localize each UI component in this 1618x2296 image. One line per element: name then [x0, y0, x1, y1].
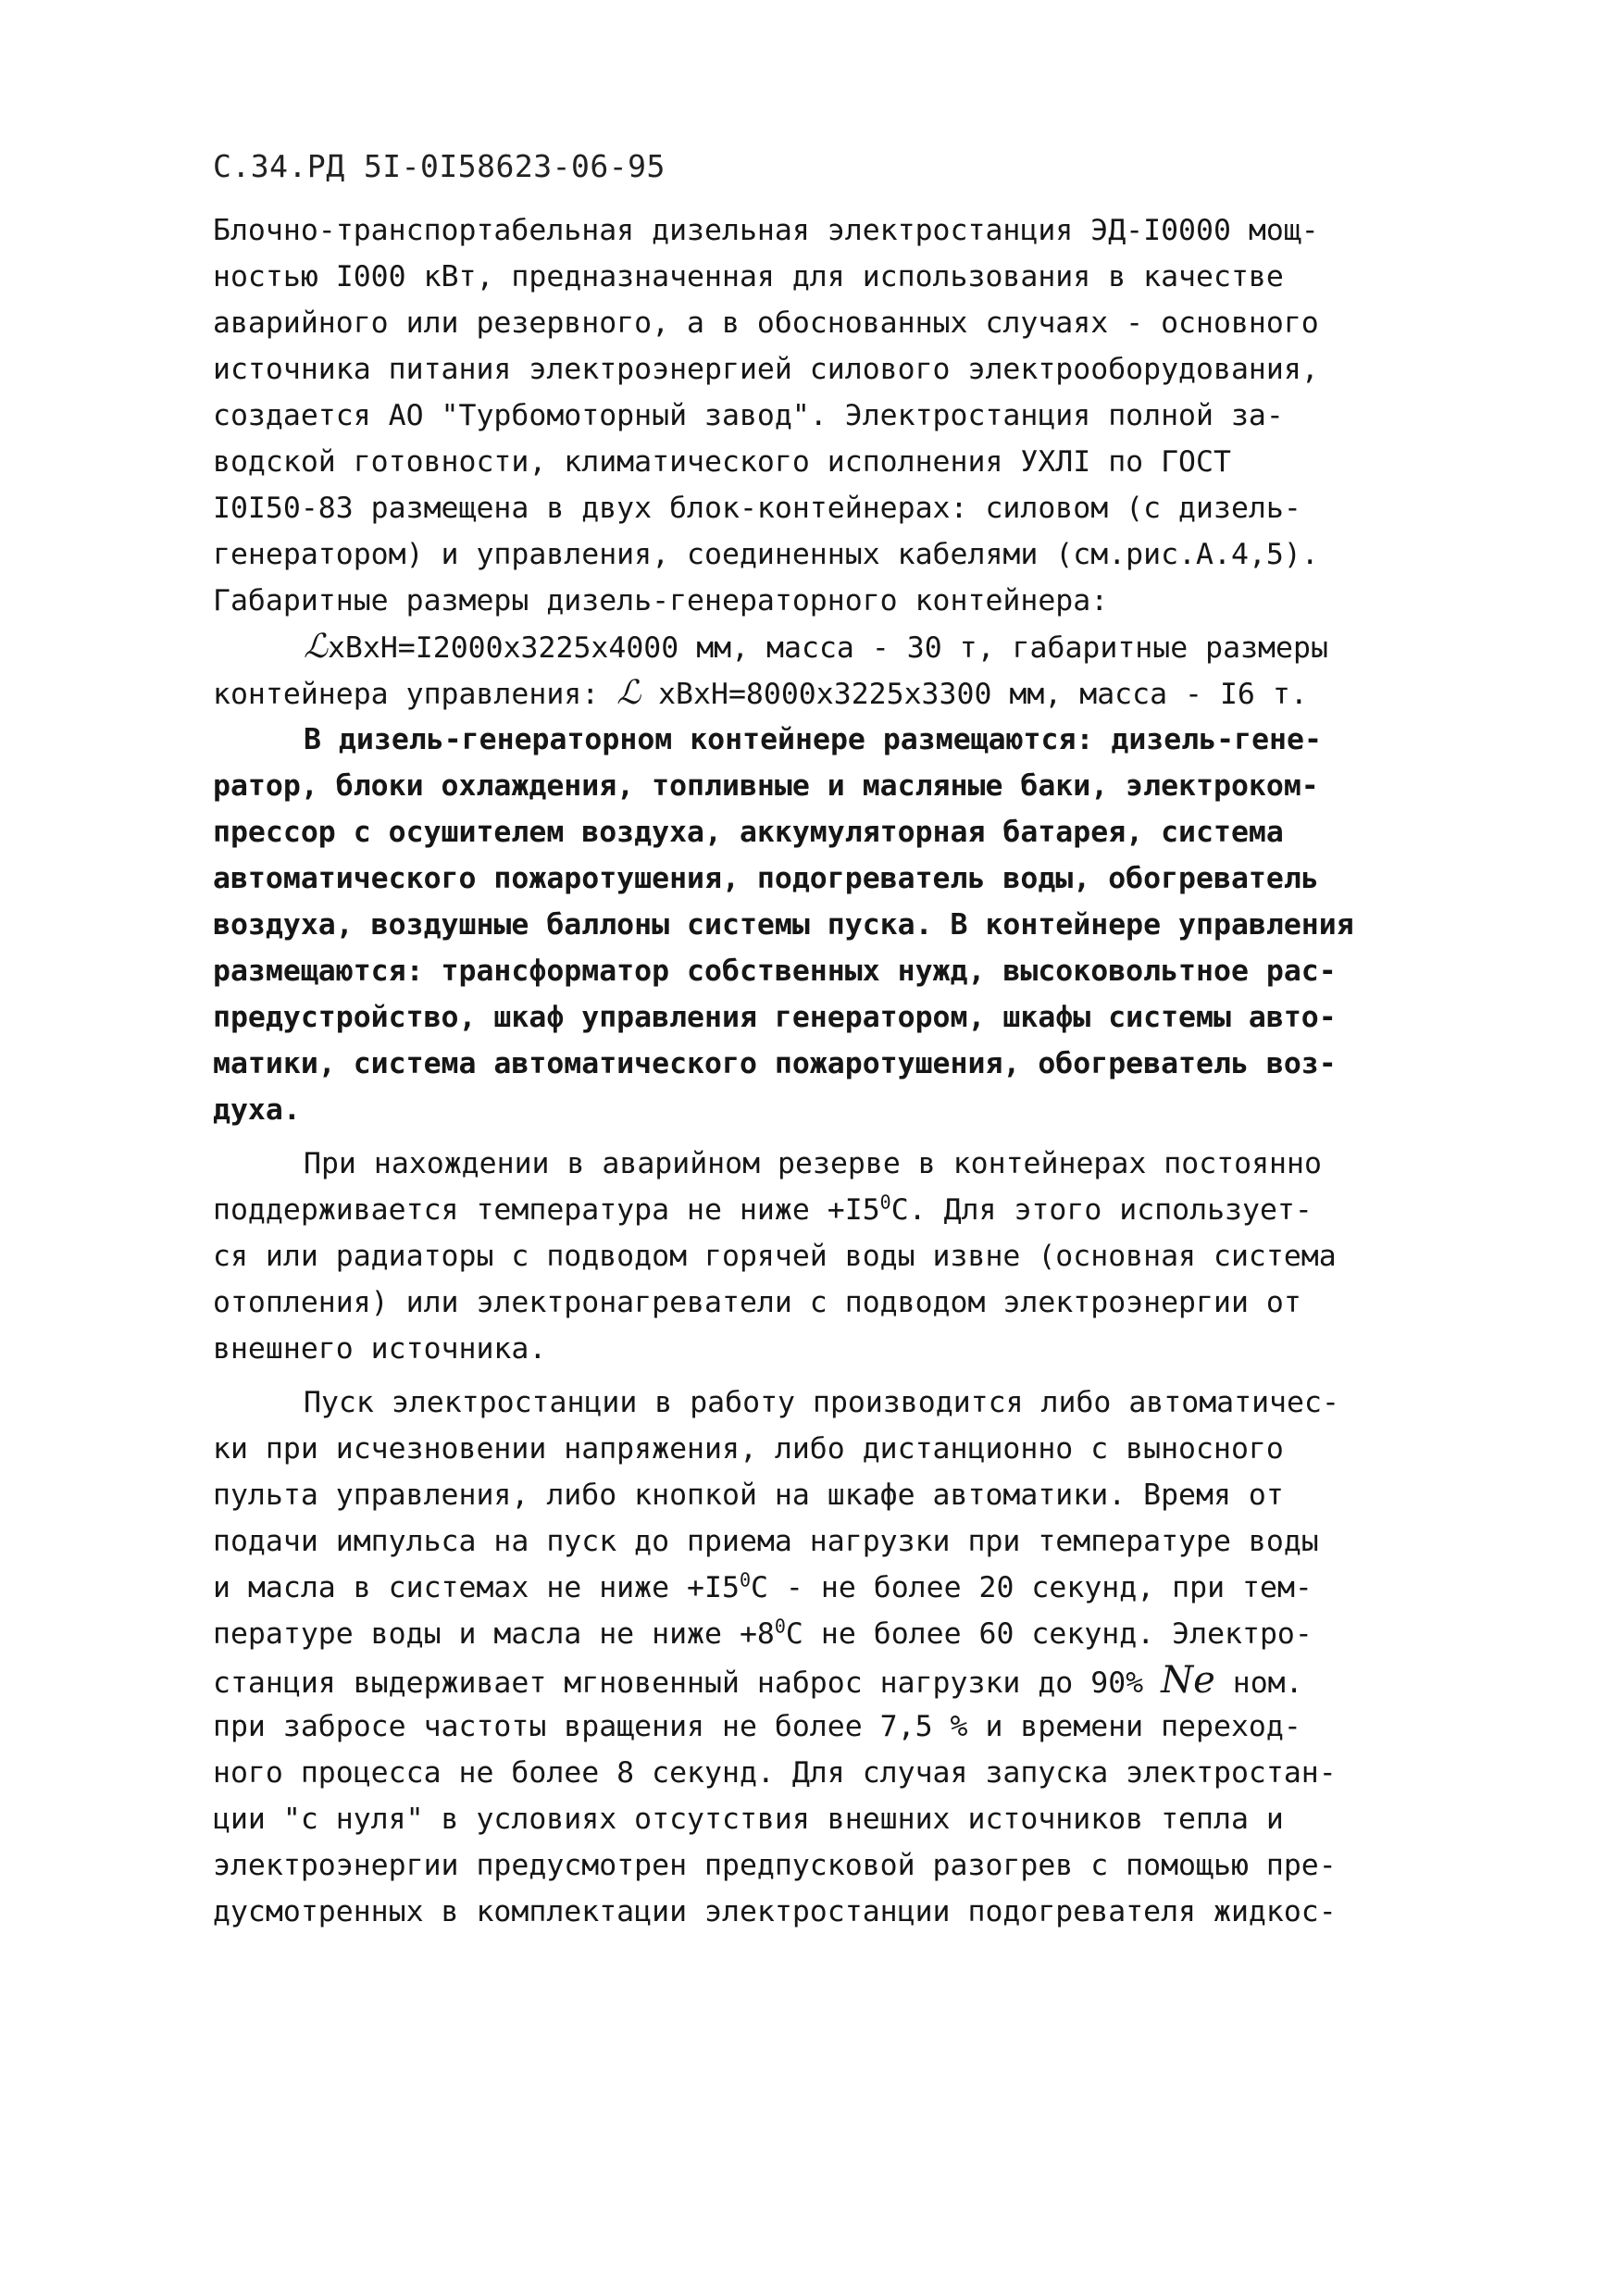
degree-superscript: 0	[774, 1615, 786, 1638]
text-fragment: станция выдерживает мгновенный наброс нагрузки до 90%	[213, 1666, 1162, 1700]
dimensions-prefix: контейнера управления:	[213, 678, 617, 711]
text-line: при забросе частоты вращения не более 7,5 % и времени переход-	[213, 1710, 1301, 1743]
degree-superscript: 0	[879, 1191, 891, 1214]
text-line: создается АО "Турбомоторный завод". Электростанция полной за-	[213, 399, 1284, 432]
text-line: воздуха, воздушные баллоны системы пуска. В контейнере управления	[213, 908, 1354, 942]
text-line: аварийного или резервного, а в обоснованных случаях - основного	[213, 306, 1319, 340]
degree-superscript: 0	[739, 1568, 751, 1591]
text-line: ного процесса не более 8 секунд. Для случая запуска электростан-	[213, 1756, 1337, 1790]
text-line: ратор, блоки охлаждения, топливные и масляные баки, электроком-	[213, 769, 1319, 803]
text-line: ся или радиаторы с подводом горячей воды извне (основная система	[213, 1240, 1337, 1273]
page-header: С.34.РД 5I-0I58623-06-95	[213, 148, 666, 184]
text-line: генератором) и управления, соединенных кабелями (см.рис.А.4,5).	[213, 538, 1319, 571]
paragraph-gap	[213, 1372, 1453, 1379]
text-line: ки при исчезновении напряжения, либо дистанционно с выносного	[213, 1432, 1284, 1466]
dimensions-line	[213, 670, 1453, 717]
text-line	[213, 1187, 1453, 1233]
text-line: Блочно-транспортабельная дизельная электростанция ЭД-I0000 мощ-	[213, 214, 1319, 247]
text-line: При нахождении в аварийном резерве в контейнерах постоянно	[304, 1147, 1322, 1180]
dimensions-text: xВxН=8000x3225x3300 мм, масса - I6 т.	[641, 678, 1308, 711]
dimensions-line	[213, 624, 1453, 670]
text-line: духа.	[213, 1093, 301, 1127]
text-line: В дизель-генераторном контейнере размещаются: дизель-гене-	[304, 723, 1322, 756]
text-line: матики, система автоматического пожаротушения, обогреватель воз-	[213, 1047, 1337, 1080]
text-line	[213, 1565, 1453, 1611]
text-line: предустройство, шкаф управления генератором, шкафы системы авто-	[213, 1001, 1337, 1034]
text-line: водской готовности, климатического исполнения УХЛI по ГОСТ	[213, 445, 1231, 479]
text-fragment: пературе воды и масла не ниже +8	[213, 1617, 775, 1651]
paragraph-3	[213, 1141, 1453, 1372]
text-line	[213, 1657, 1453, 1703]
text-line: размещаются: трансформатор собственных нужд, высоковольтное рас-	[213, 955, 1337, 988]
text-line: ностью I000 кВт, предназначенная для использования в качестве	[213, 260, 1284, 293]
text-fragment: и масла в системах не ниже +I5	[213, 1571, 740, 1604]
paragraph-2	[213, 717, 1453, 1133]
text-fragment: С не более 60 секунд. Электро-	[785, 1617, 1313, 1651]
text-line: ции "с нуля" в условиях отсутствия внешних источников тепла и	[213, 1803, 1284, 1836]
text-line: Пуск электростанции в работу производится либо автоматичес-	[304, 1386, 1339, 1419]
paragraph-4	[213, 1379, 1453, 1935]
text-fragment: С. Для этого использует-	[890, 1193, 1313, 1227]
text-line: электроэнергии предусмотрен предпусковой разогрев с помощью пре-	[213, 1849, 1337, 1882]
text-line: Габаритные размеры дизель-генераторного контейнера:	[213, 584, 1109, 618]
text-fragment: поддерживается температура не ниже +I5	[213, 1193, 880, 1227]
text-line: отопления) или электронагреватели с подводом электроэнергии от	[213, 1286, 1301, 1319]
dimensions-text: xВxН=I2000x3225x4000 мм, масса - 30 т, габаритные размеры	[327, 631, 1328, 665]
length-symbol: ℒ	[304, 628, 328, 666]
text-line: дусмотренных в комплектации электростанции подогревателя жидкос-	[213, 1895, 1337, 1928]
text-fragment: С - не более 20 секунд, при тем-	[751, 1571, 1313, 1604]
text-line: источника питания электроэнергией силового электрооборудования,	[213, 353, 1319, 386]
power-symbol: Nе	[1161, 1659, 1215, 1702]
text-line: внешнего источника.	[213, 1332, 547, 1366]
text-fragment: ном.	[1214, 1666, 1303, 1700]
length-symbol: ℒ	[616, 674, 641, 712]
text-line: подачи импульса на пуск до приема нагрузки при температуре воды	[213, 1525, 1319, 1558]
text-line: пульта управления, либо кнопкой на шкафе автоматики. Время от	[213, 1479, 1284, 1512]
text-line: I0I50-83 размещена в двух блок-контейнерах: силовом (с дизель-	[213, 492, 1301, 525]
paragraph-1	[213, 207, 1453, 717]
text-line: автоматического пожаротушения, подогреватель воды, обогреватель	[213, 862, 1319, 895]
text-line	[213, 1611, 1453, 1657]
document-body	[213, 207, 1453, 1935]
text-line: прессор с осушителем воздуха, аккумуляторная батарея, система	[213, 816, 1284, 849]
paragraph-gap	[213, 1133, 1453, 1141]
